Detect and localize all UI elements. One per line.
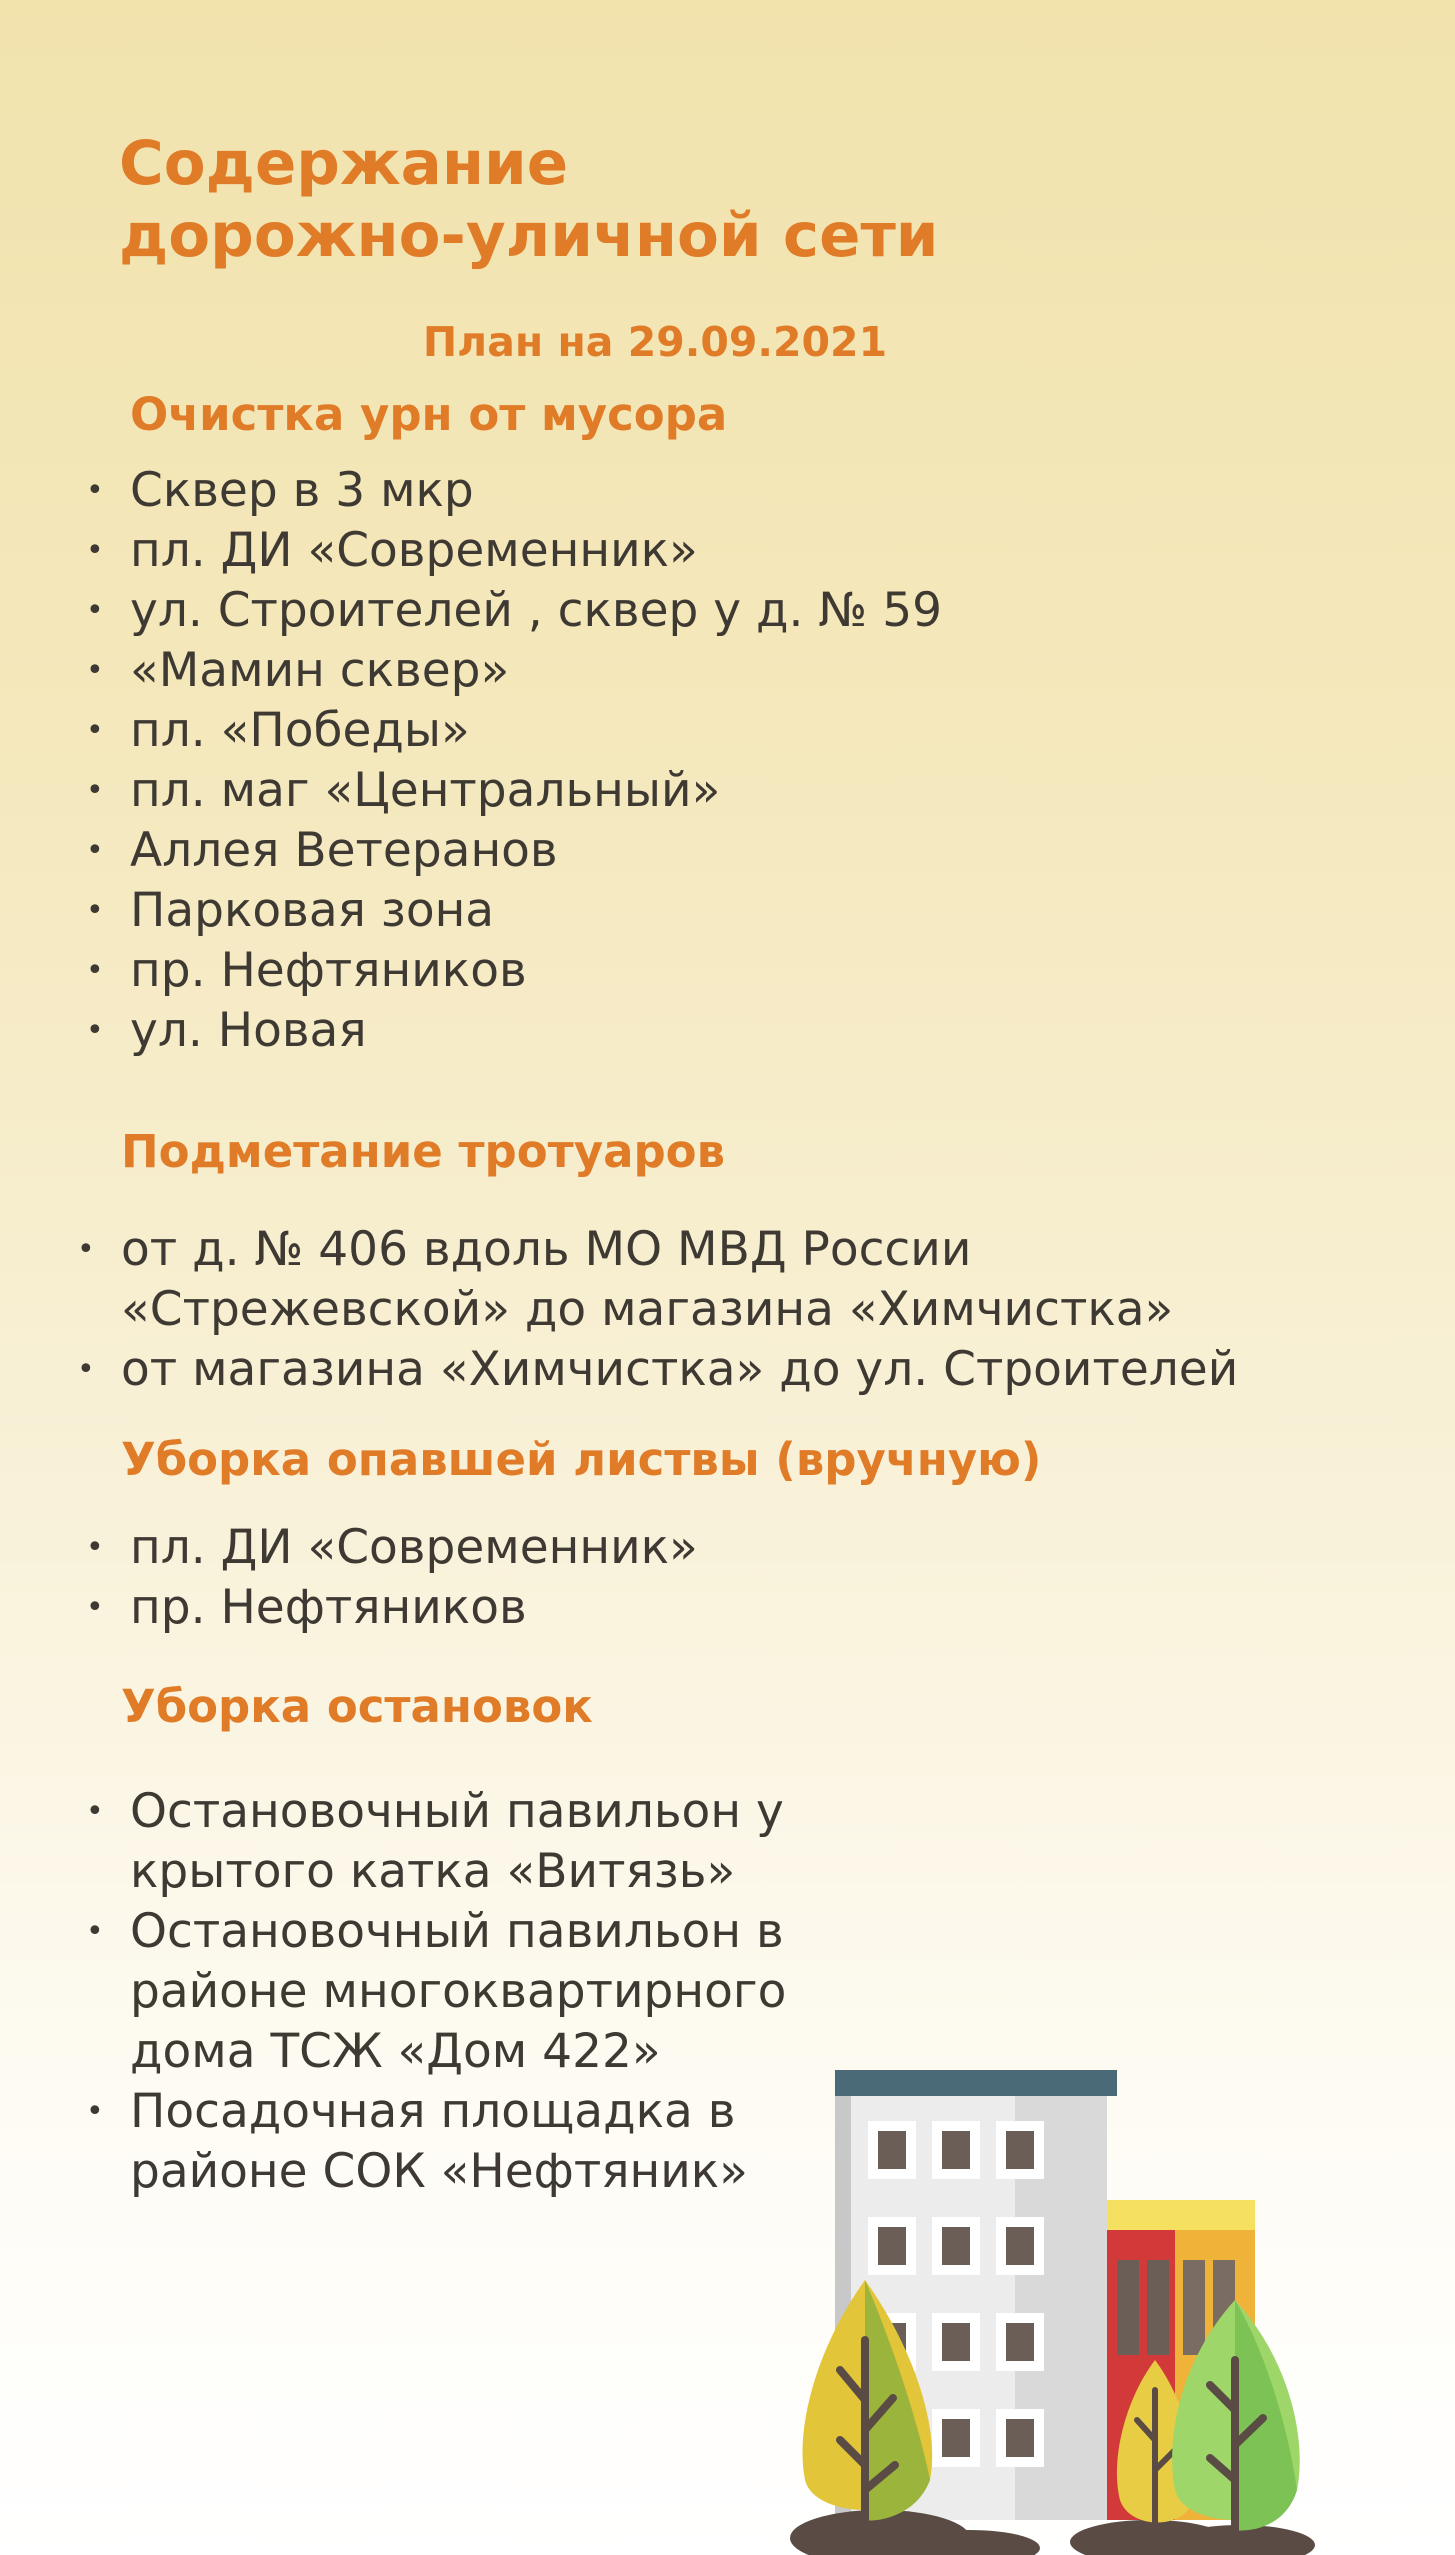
list-stop-cleanup [130, 1782, 786, 2202]
list-item: • пл. ДИ «Современник» [130, 521, 942, 581]
list-item: • ул. Строителей , сквер у д. № 59 [130, 581, 942, 641]
page-title [119, 128, 939, 272]
list-item: • Посадочная площадка в районе СОК «Нефтяник» [130, 2082, 786, 2202]
title-line-2: дорожно-уличной сети [119, 200, 939, 271]
list-item: • от д. № 406 вдоль МО МВД России «Стрежевской» до магазина «Химчистка» [121, 1220, 1238, 1340]
list-leaf-cleanup [130, 1518, 698, 1638]
section-heading-trash-bins: Очистка урн от мусора [130, 388, 728, 441]
list-item: • Остановочный павильон у крытого катка «Витязь» [130, 1782, 786, 1902]
apartment-building-illustration [785, 2070, 1325, 2555]
list-item: • Аллея Ветеранов [130, 821, 942, 881]
list-trash-bins [130, 461, 942, 1061]
title-line-1: Содержание [119, 128, 569, 199]
list-item: • Сквер в 3 мкр [130, 461, 942, 521]
plan-date: План на 29.09.2021 [422, 318, 888, 366]
list-item: • от магазина «Химчистка» до ул. Строителей [121, 1340, 1238, 1400]
list-item: • Остановочный павильон в районе многоквартирного дома ТСЖ «Дом 422» [130, 1902, 786, 2082]
list-item: • ул. Новая [130, 1001, 942, 1061]
list-item: • пр. Нефтяников [130, 1578, 698, 1638]
list-item: • Парковая зона [130, 881, 942, 941]
list-item: • «Мамин сквер» [130, 641, 942, 701]
section-heading-leaf-cleanup: Уборка опавшей листвы (вручную) [121, 1433, 1042, 1486]
list-item: • пл. маг «Центральный» [130, 761, 942, 821]
section-heading-stop-cleanup: Уборка остановок [121, 1680, 593, 1733]
list-item: • пр. Нефтяников [130, 941, 942, 1001]
list-sidewalk-sweeping [121, 1220, 1238, 1400]
section-heading-sidewalk-sweeping: Подметание тротуаров [121, 1125, 726, 1178]
list-item: • пл. «Победы» [130, 701, 942, 761]
list-item: • пл. ДИ «Современник» [130, 1518, 698, 1578]
